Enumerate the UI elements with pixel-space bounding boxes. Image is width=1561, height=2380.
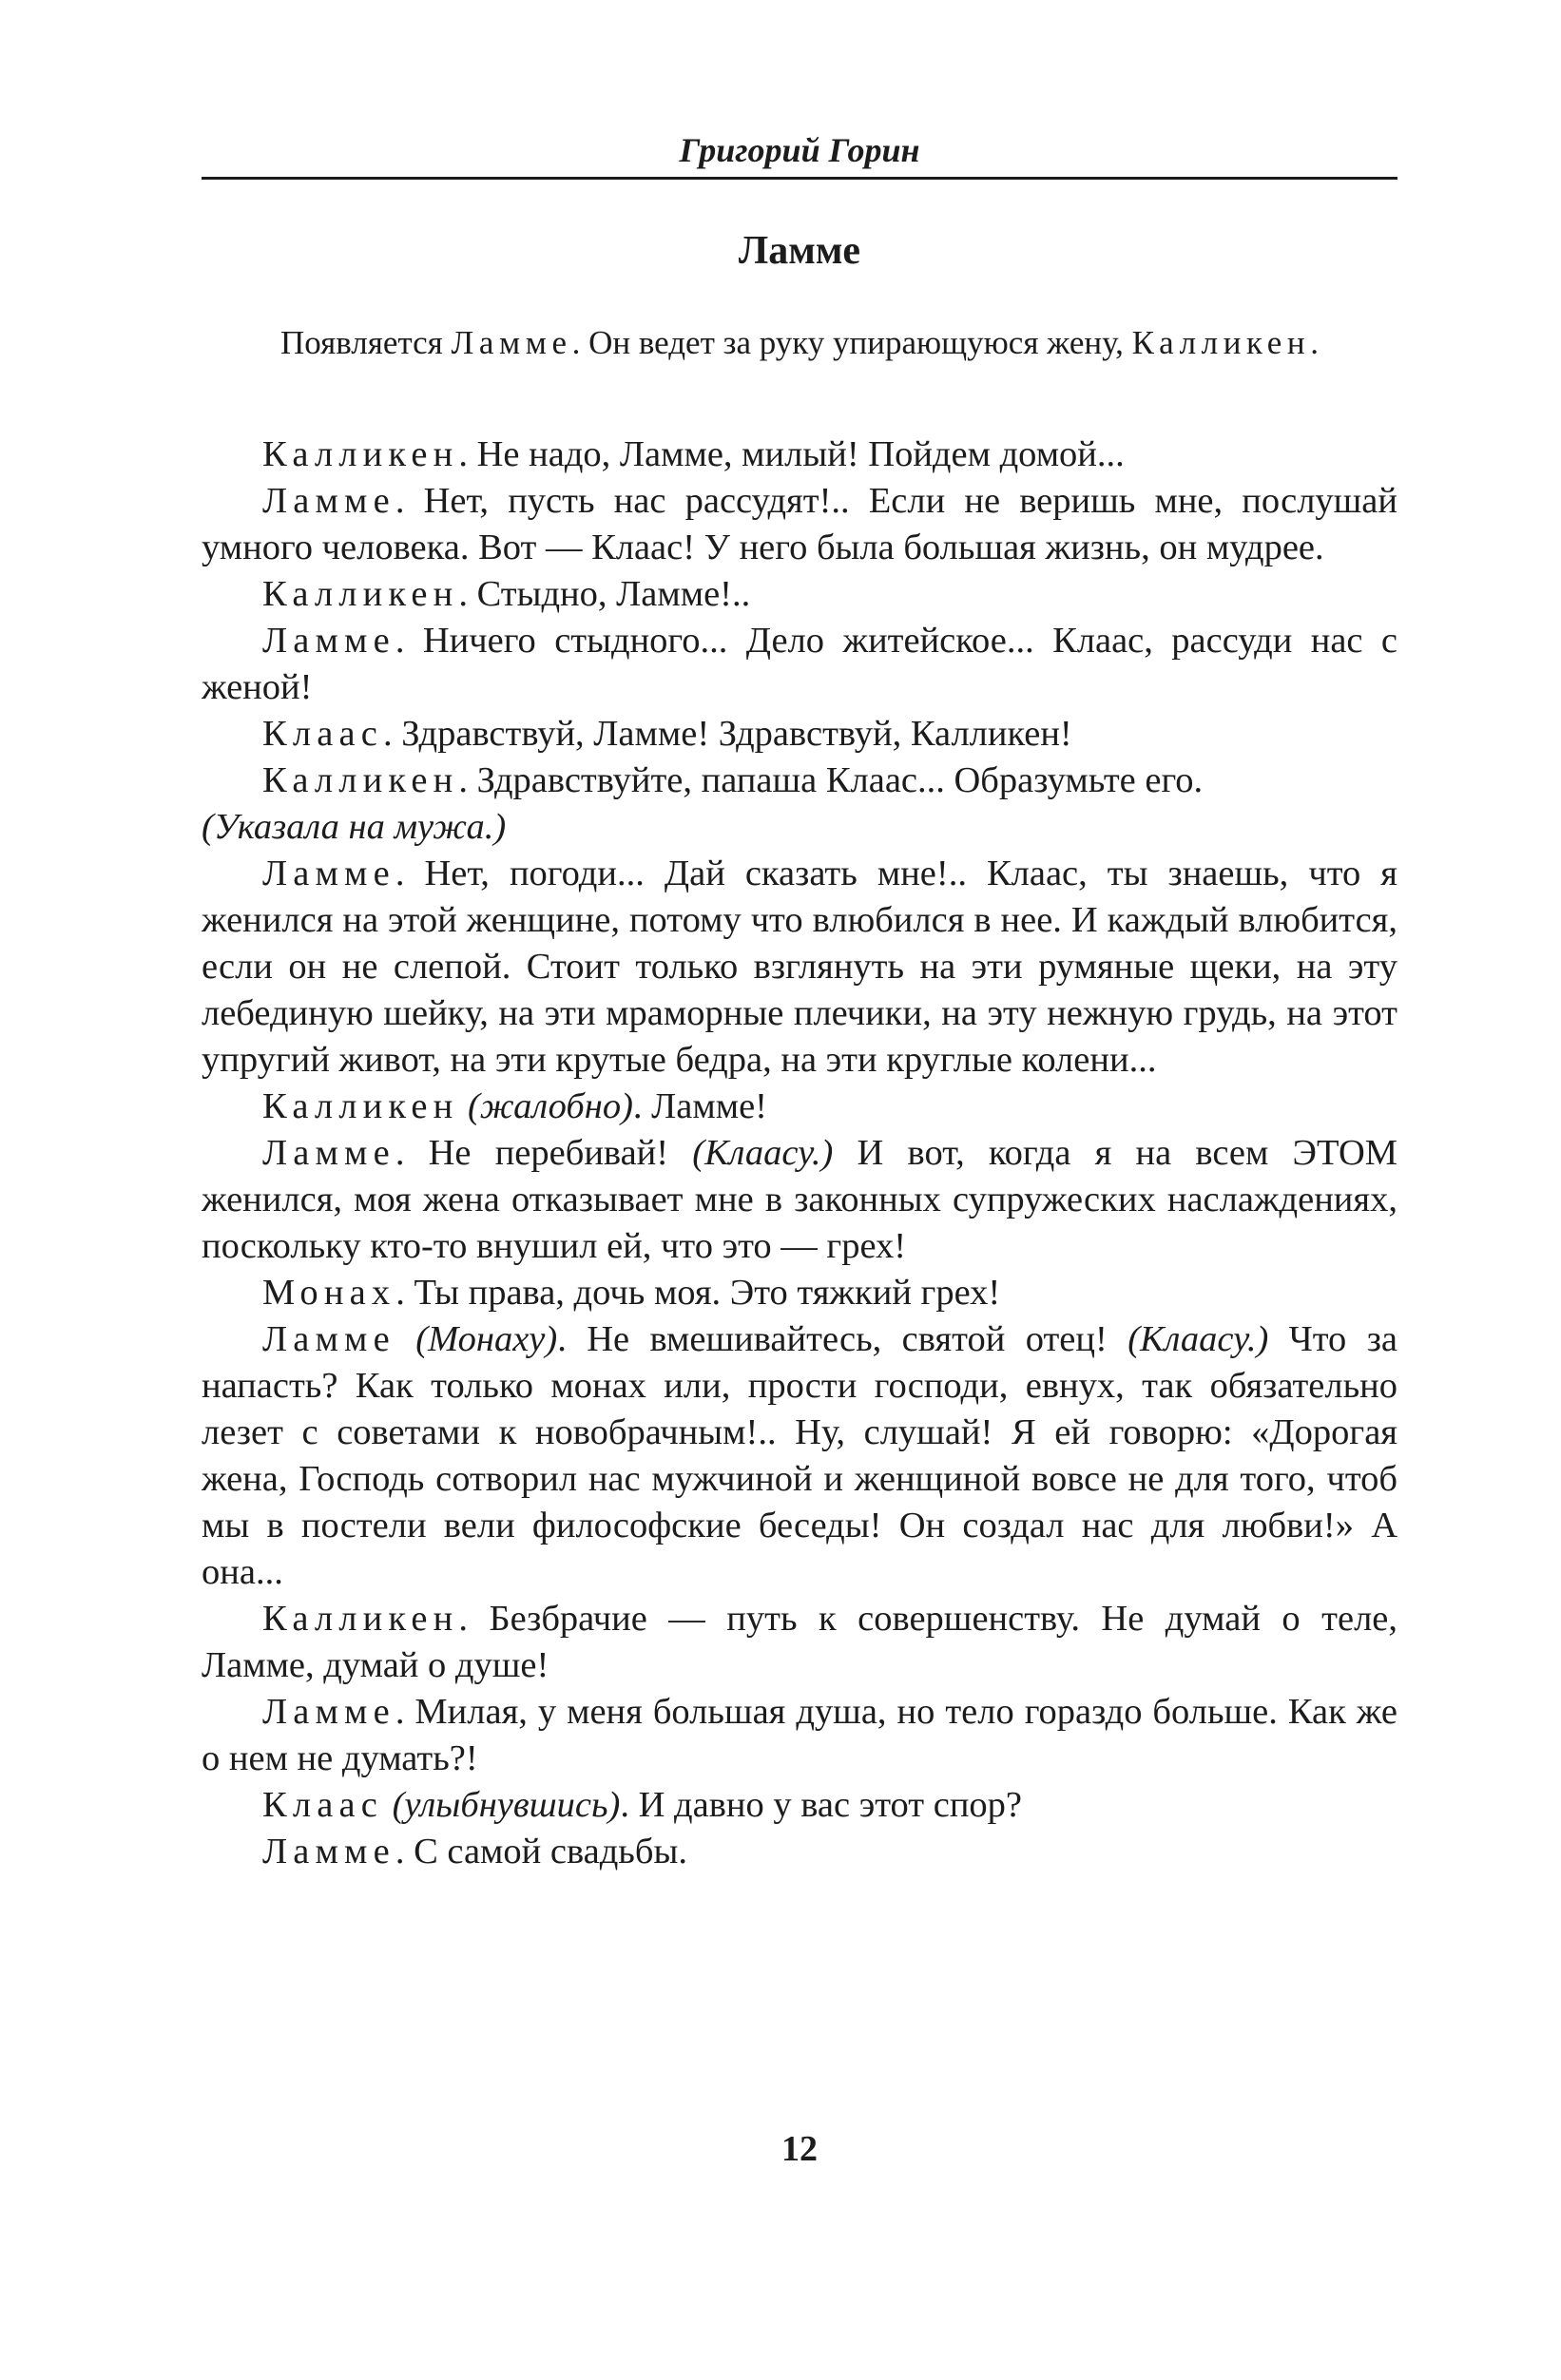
stage-direction-text: . Он ведет за руку упирающуюся жену, [571,324,1132,361]
line-text: Что за напасть? Как только монах или, прости господи, евнух, так обязательно лезет с советами к новобрачным!.. Ну, слушай! Я ей говорю: «Дорогая жена, Господь сотворил нас мужчиной и женщиной вовсе не для того, чтоб мы в постели вели философские беседы! Он создал нас для любви!» А она... [202,1319,1398,1592]
speaker-direction: (улыбнувшись) [392,1785,621,1825]
line-text: . С самой свадьбы. [395,1832,687,1871]
speaker-name: Калликен [262,1086,459,1126]
stage-direction-text: Появляется [280,324,452,361]
line-text: . Нет, погоди... Дай сказать мне!.. Клаас, ты знаешь, что я женился на этой женщине, потому что влюбился в нее. И каждый влюбится, если он не слепой. Стоит только взглянуть на эти румяные щеки, на эту лебединую шейку, на эти мраморные плечики, на эту нежную грудь, на этот упругий живот, на эти крутые бедра, на эти круглые колени... [202,854,1397,1080]
dialogue-line [202,1130,1397,1270]
speaker-name: Калликен [262,574,459,614]
speaker-name: Ламме [262,1133,395,1173]
stage-note-line [202,804,1397,851]
line-text: . Милая, у меня большая душа, но тело гораздо больше. Как же о нем не думать?! [202,1692,1397,1778]
line-text: . Не вмешивайтесь, святой отец! [557,1319,1128,1359]
line-text: . Ты права, дочь моя. Это тяжкий грех! [395,1273,1001,1313]
aside-direction: (Клаасу.) [692,1133,834,1173]
dialogue-line [202,1316,1397,1596]
dialogue-line [202,618,1397,711]
dialogue-line [202,478,1397,571]
dialogue-line [202,571,1397,618]
dialogue-line [202,1084,1397,1130]
dialogue-line [202,758,1397,804]
dialogue-line [202,1596,1397,1689]
line-text: . Ламме! [632,1086,767,1126]
speaker-name: Ламме [262,854,395,893]
stage-direction-name: Ламме [451,324,572,361]
dialogue-line [202,851,1397,1084]
line-text: . Ничего стыдного... Дело житейское... Клаас, рассуди нас с женой! [202,621,1397,707]
speaker-name: Клаас [262,714,383,754]
stage-direction-name: Калликен [1131,324,1311,361]
page-number: 12 [781,2129,818,2169]
speaker-name: Калликен [262,434,459,474]
line-text: . Здравствуйте, папаша Клаас... Образумьте его. [458,760,1204,800]
speaker-name: Клаас [262,1785,383,1825]
section-title: Ламме [738,229,861,273]
line-text: . Не надо, Ламме, милый! Пойдем домой... [458,434,1125,474]
dialogue-line [202,1829,1397,1875]
speaker-name: Калликен [262,1599,459,1639]
dialogue-line [202,1270,1397,1316]
speaker-name: Монах [262,1273,396,1313]
line-text: И вот, когда я на всем ЭТОМ женился, моя жена отказывает мне в законных супружеских наслаждениях, поскольку кто-то внушил ей, что это — грех! [202,1133,1398,1266]
dialogue [202,432,1397,1875]
line-text: . Безбрачие — путь к совершенству. Не думай о теле, Ламме, думай о душе! [202,1599,1397,1685]
speaker-name: Калликен [262,760,459,800]
line-text: . И давно у вас этот спор? [620,1785,1023,1825]
running-head: Григорий Горин [679,131,920,169]
dialogue-line [202,1782,1397,1829]
stage-note: (Указала на мужа.) [202,807,507,847]
dialogue-line [202,711,1397,758]
dialogue-line [202,1689,1397,1782]
speaker-direction: (Монаху) [415,1319,558,1359]
speaker-name: Ламме [262,481,395,521]
speaker-name: Ламме [262,1832,395,1871]
line-text: . Не перебивай! [395,1133,693,1173]
stage-direction-end: . [1310,324,1319,361]
speaker-name: Ламме [262,1319,395,1359]
speaker-name: Ламме [262,1692,395,1732]
stage-direction [202,321,1397,365]
speaker-direction: (жалобно) [467,1086,633,1126]
dialogue-line [202,432,1397,478]
line-text: . Стыдно, Ламме!.. [458,574,751,614]
line-text: . Здравствуй, Ламме! Здравствуй, Калликен! [382,714,1072,754]
header-rule [202,177,1397,180]
aside-direction: (Клаасу.) [1127,1319,1269,1359]
speaker-name: Ламме [262,621,395,661]
line-text: . Нет, пусть нас рассудят!.. Если не веришь мне, послушай умного человека. Вот — Клаас! У него была большая жизнь, он мудрее. [202,481,1397,567]
